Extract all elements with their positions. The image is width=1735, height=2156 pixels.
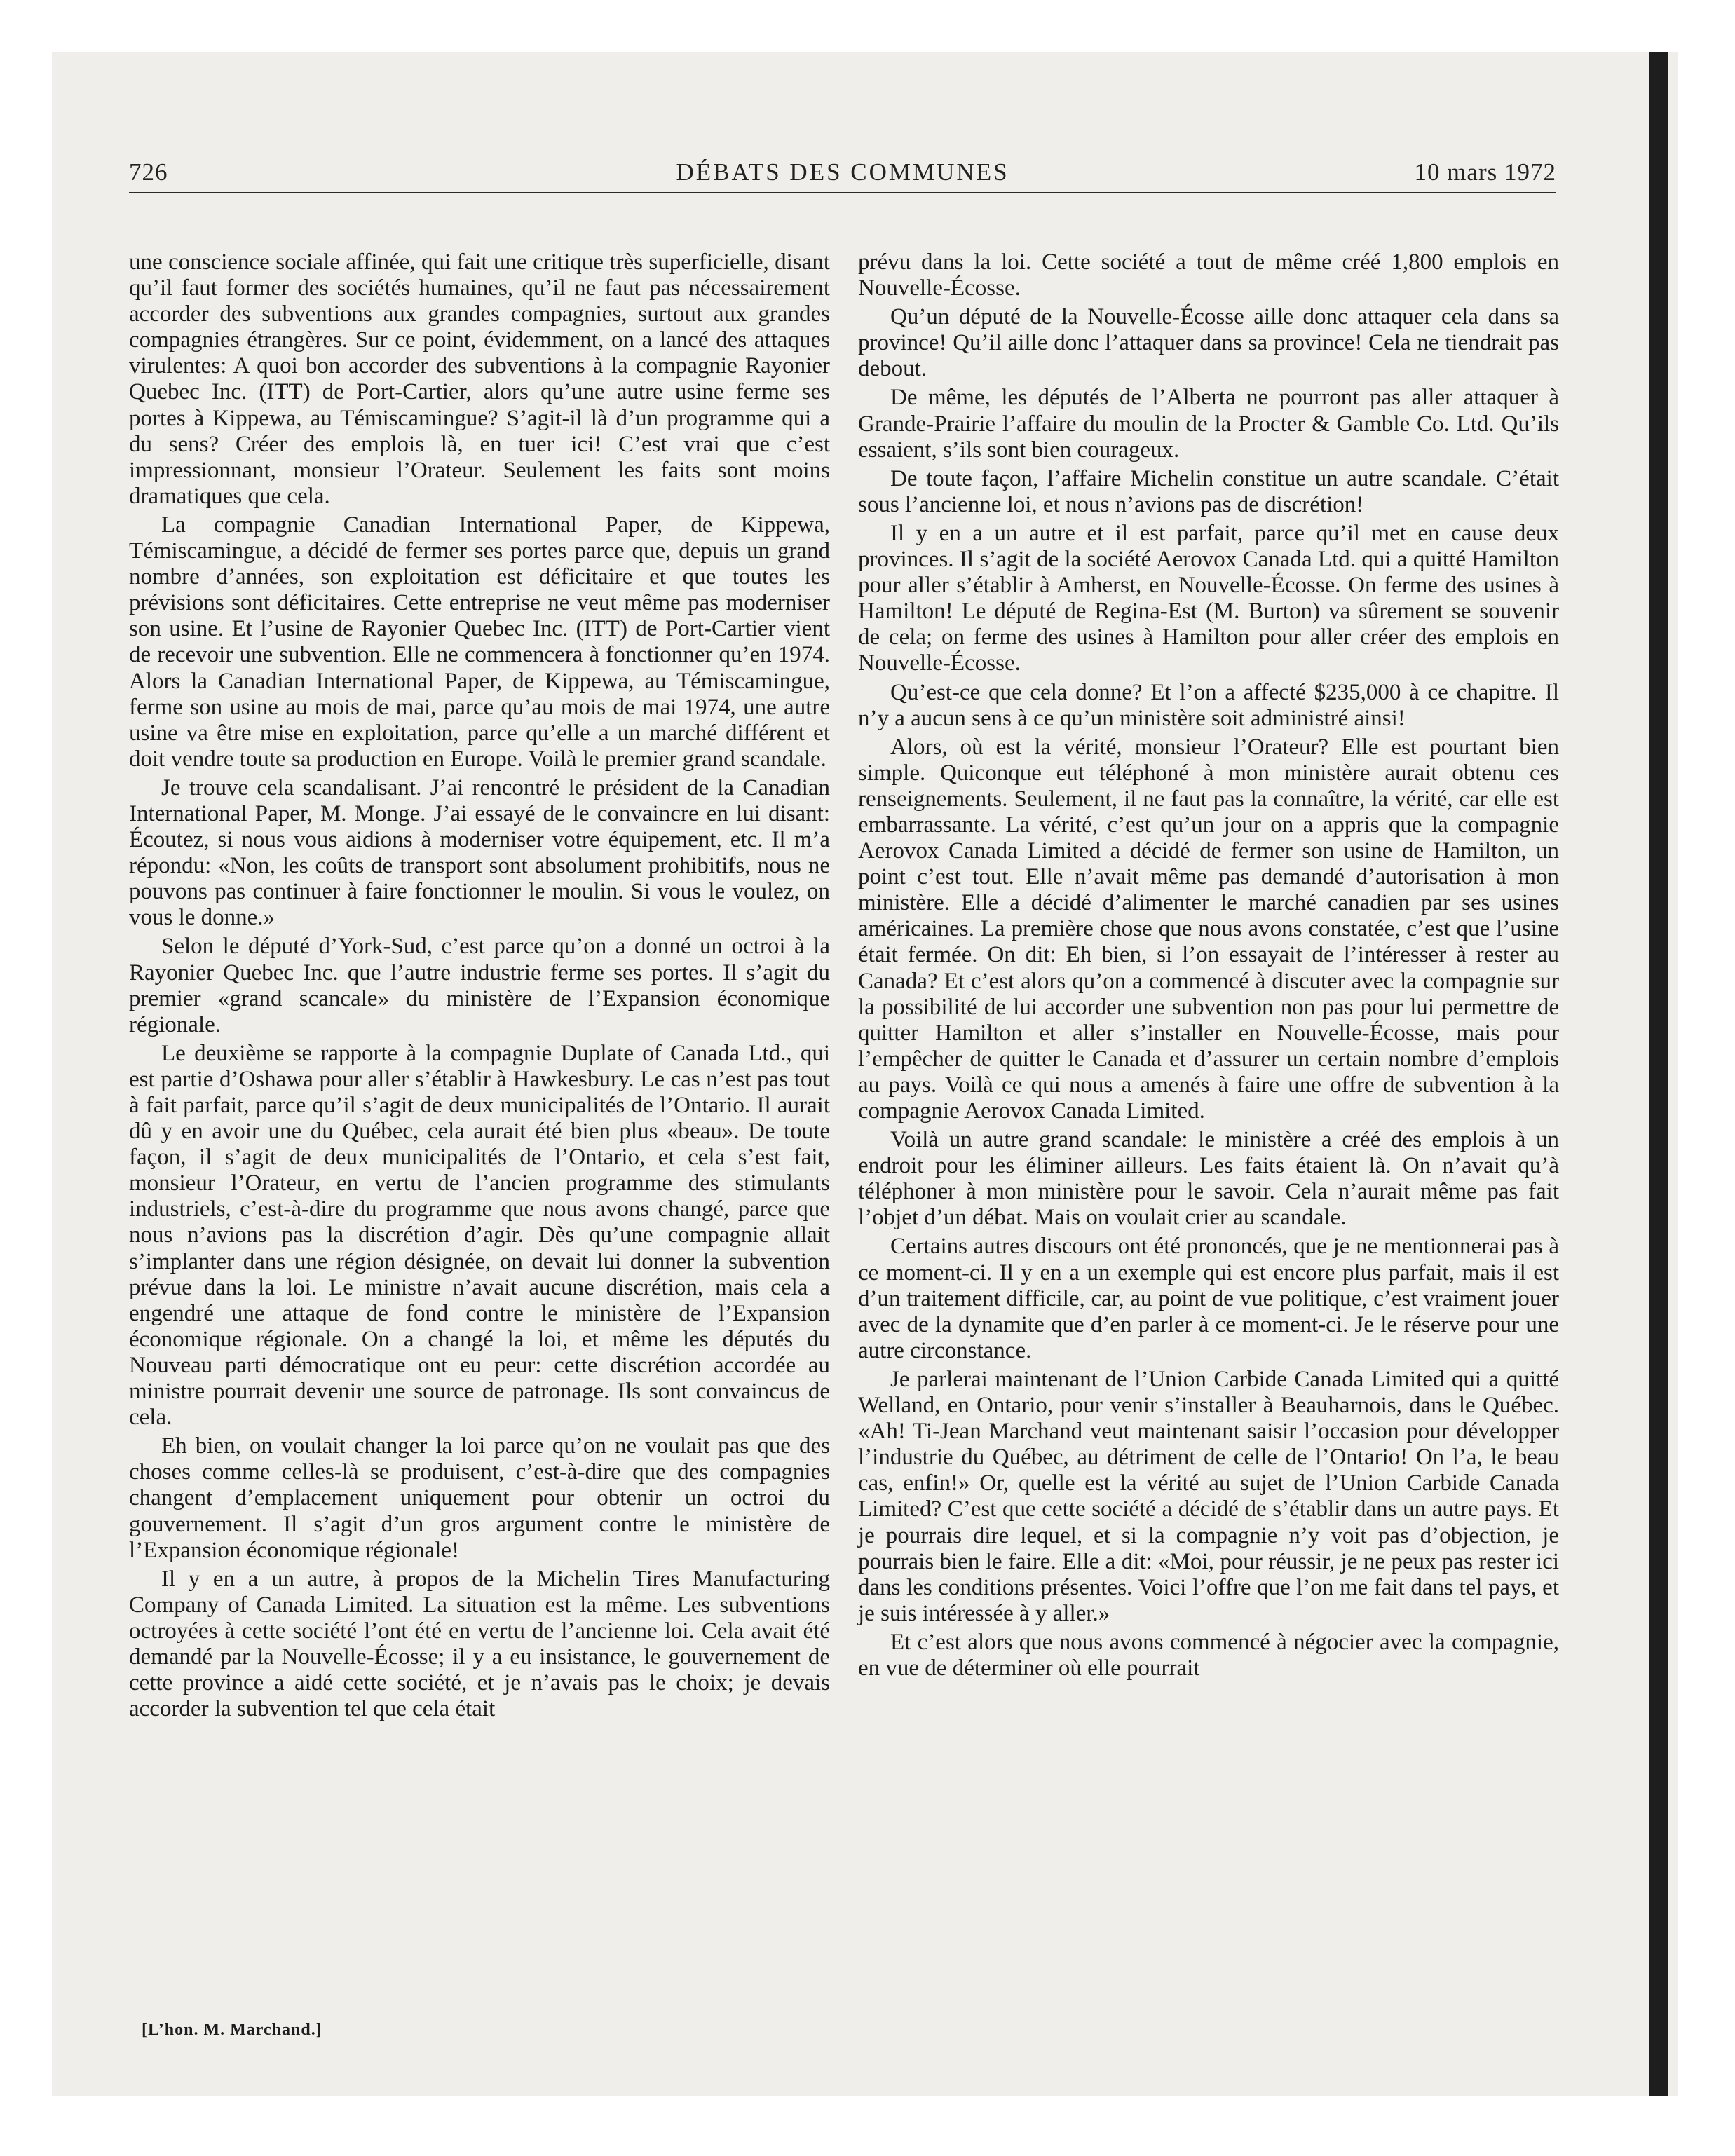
paragraph: Et c’est alors que nous avons commencé à négocier avec la compagnie, en vue de déterminer où elle pourrait <box>858 1629 1559 1681</box>
paragraph: Alors, où est la vérité, monsieur l’Orateur? Elle est pourtant bien simple. Quiconque eut téléphoné à mon ministère aurait obtenu ces renseignements. Seulement, il ne faut pas la connaître, la vérité, car elle est embarrassante. La vérité, c’est qu’un jour on a appris que la compagnie Aerovox Canada Limited a décidé de fermer son usine de Hamilton, un point c’est tout. Elle n’avait même pas demandé d’autorisation à mon ministère. Elle a décidé d’alimenter le marché canadien par ses usines américaines. La première chose que nous avons constatée, c’est que l’usine était fermée. On dit: Eh bien, si l’on essayait de l’intéresser à rester au Canada? Et c’est alors qu’on a commencé à discuter avec la compagnie sur la possibilité de lui accorder une subvention non pas pour lui permettre de quitter Hamilton et aller s’installer en Nouvelle-Écosse, mais pour l’empêcher de quitter le Canada et d’assurer un certain nombre d’emplois au pays. Voilà ce qui nous a amenés à faire une offre de subvention à la compagnie Aerovox Canada Limited. <box>858 734 1559 1124</box>
paragraph: Le deuxième se rapporte à la compagnie Duplate of Canada Ltd., qui est partie d’Oshawa pour aller s’établir à Hawkesbury. Le cas n’est pas tout à fait parfait, parce qu’il s’agit de deux municipalités de l’Ontario. Il aurait dû y en avoir une du Québec, cela aurait été bien plus «beau». De toute façon, il s’agit de deux municipalités de l’Ontario, et cela s’est fait, monsieur l’Orateur, en vertu de l’ancien programme des stimulants industriels, c’est-à-dire du programme que nous avons changé, parce que nous n’avions pas la discrétion d’agir. Dès qu’une compagnie allait s’implanter dans une région désignée, on devait lui donner la subvention prévue dans la loi. Le ministre n’avait aucune discrétion, mais cela a engendré une attaque de fond contre le ministère de l’Expansion économique régionale. On a changé la loi, et même les députés du Nouveau parti démocratique ont eu peur: cette discrétion accordée au ministre pourrait devenir une source de patronage. Ils sont convaincus de cela. <box>129 1040 830 1431</box>
paragraph: Qu’est-ce que cela donne? Et l’on a affecté $235,000 à ce chapitre. Il n’y a aucun sens à ce qu’un ministère soit administré ainsi! <box>858 679 1559 731</box>
publication-date: 10 mars 1972 <box>1414 158 1556 186</box>
paragraph: La compagnie Canadian International Paper, de Kippewa, Témiscamingue, a décidé de fermer ses portes parce que, depuis un grand nombre d’années, son exploitation est déficitaire et que toutes les prévisions sont déficitaires. Cette entreprise ne veut même pas moderniser son usine. Et l’usine de Rayonier Quebec Inc. (ITT) de Port-Cartier vient de recevoir une subvention. Elle ne commencera à fonctionner qu’en 1974. Alors la Canadian International Paper, de Kippewa, au Témiscamingue, ferme son usine au mois de mai, parce qu’au mois de mai 1974, une autre usine va être mise en exploitation, parce qu’elle a un marché différent et doit vendre toute sa production en Europe. Voilà le premier grand scandale. <box>129 512 830 772</box>
paragraph: Voilà un autre grand scandale: le ministère a créé des emplois à un endroit pour les éliminer ailleurs. Les faits étaient là. On n’avait qu’à téléphoner à mon ministère pour le savoir. Cela n’aurait même pas fait l’objet d’un débat. Mais on voulait crier au scandale. <box>858 1127 1559 1231</box>
paragraph: Je trouve cela scandalisant. J’ai rencontré le président de la Canadian International Paper, M. Monge. J’ai essayé de le convaincre en lui disant: Écoutez, si nous vous aidions à moderniser votre équipement, etc. Il m’a répondu: «Non, les coûts de transport sont absolument prohibitifs, nous ne pouvons pas continuer à faire fonctionner le moulin. Si vous le voulez, on vous le donne.» <box>129 775 830 931</box>
paragraph: Je parlerai maintenant de l’Union Carbide Canada Limited qui a quitté Welland, en Ontario, pour venir s’installer à Beauharnois, dans le Québec. «Ah! Ti-Jean Marchand veut maintenant saisir l’occasion pour développer l’industrie du Québec, au détriment de celle de l’Ontario! On l’a, le beau cas, enfin!» Or, quelle est la vérité au sujet de l’Union Carbide Canada Limited? C’est que cette société a décidé de s’établir dans un autre pays. Et je pourrais dire lequel, et si la compagnie n’y voit pas d’objection, je pourrais bien le faire. Elle a dit: «Moi, pour réussir, je ne peux pas rester ici dans les conditions présentes. Voici l’offre que l’on me fait dans tel pays, et je suis intéressée à y aller.» <box>858 1366 1559 1626</box>
speaker-footnote: [L’hon. M. Marchand.] <box>142 2021 322 2039</box>
paragraph: De toute façon, l’affaire Michelin constitue un autre scandale. C’était sous l’ancienne loi, et nous n’avions pas de discrétion! <box>858 465 1559 517</box>
paragraph: Selon le député d’York-Sud, c’est parce qu’on a donné un octroi à la Rayonier Quebec Inc. que l’autre industrie ferme ses portes. Il s’agit du premier «grand scancale» du ministère de l’Expansion économique régionale. <box>129 934 830 1037</box>
left-column <box>129 250 830 1725</box>
paragraph: une conscience sociale affinée, qui fait une critique très superficielle, disant qu’il faut former des sociétés humaines, qu’il ne faut pas nécessairement accorder des subventions aux grandes compagnies, surtout aux grandes compagnies étrangères. Sur ce point, évidemment, on a lancé des attaques virulentes: A quoi bon accorder des subventions à la compagnie Rayonier Quebec Inc. (ITT) de Port-Cartier, alors qu’une autre usine ferme ses portes à Kippewa, au Témiscamingue? S’agit-il là d’un programme qui a du sens? Créer des emplois là, en tuer ici! C’est vrai que c’est impressionnant, monsieur l’Orateur. Seulement les faits sont moins dramatiques que cela. <box>129 250 830 509</box>
paragraph: prévu dans la loi. Cette société a tout de même créé 1,800 emplois en Nouvelle-Écosse. <box>858 250 1559 301</box>
paragraph: Certains autres discours ont été prononcés, que je ne mentionnerai pas à ce moment-ci. Il y en a un exemple qui est encore plus parfait, mais il est d’un traitement difficile, car, au point de vue politique, c’est vraiment jouer avec de la dynamite que d’en parler à ce moment-ci. Je le réserve pour une autre circonstance. <box>858 1234 1559 1363</box>
header-rule <box>129 192 1556 193</box>
scan-edge-bar <box>1649 52 1668 2096</box>
paragraph: Qu’un député de la Nouvelle-Écosse aille donc attaquer cela dans sa province! Qu’il aille donc l’attaquer dans sa province! Cela ne tiendrait pas debout. <box>858 304 1559 382</box>
page-number: 726 <box>129 158 168 186</box>
publication-title: DÉBATS DES COMMUNES <box>676 158 1009 186</box>
paragraph: Il y en a un autre, à propos de la Michelin Tires Manufacturing Company of Canada Limited. La situation est la même. Les subventions octroyées à cette société l’ont été en vertu de l’ancienne loi. Cela avait été demandé par la Nouvelle-Écosse; il y a eu insistance, le gouvernement de cette province a aidé cette société, et je n’avais pas le choix; je devais accorder la subvention tel que cela était <box>129 1566 830 1722</box>
paragraph: De même, les députés de l’Alberta ne pourront pas aller attaquer à Grande-Prairie l’affaire du moulin de la Procter & Gamble Co. Ltd. Qu’ils essaient, s’ils sont bien courageux. <box>858 385 1559 463</box>
paragraph: Eh bien, on voulait changer la loi parce qu’on ne voulait pas que des choses comme celles-là se produisent, c’est-à-dire que des compagnies changent d’emplacement uniquement pour obtenir un octroi du gouvernement. Il s’agit d’un gros argument contre le ministère de l’Expansion économique régionale! <box>129 1433 830 1563</box>
paragraph: Il y en a un autre et il est parfait, parce qu’il met en cause deux provinces. Il s’agit de la société Aerovox Canada Ltd. qui a quitté Hamilton pour aller s’établir à Amherst, en Nouvelle-Écosse. On ferme des usines à Hamilton! Le député de Regina-Est (M. Burton) va sûrement se souvenir de cela; on ferme des usines à Hamilton pour aller créer des emplois en Nouvelle-Écosse. <box>858 520 1559 676</box>
right-column <box>858 250 1559 1684</box>
page-header <box>129 158 1556 195</box>
